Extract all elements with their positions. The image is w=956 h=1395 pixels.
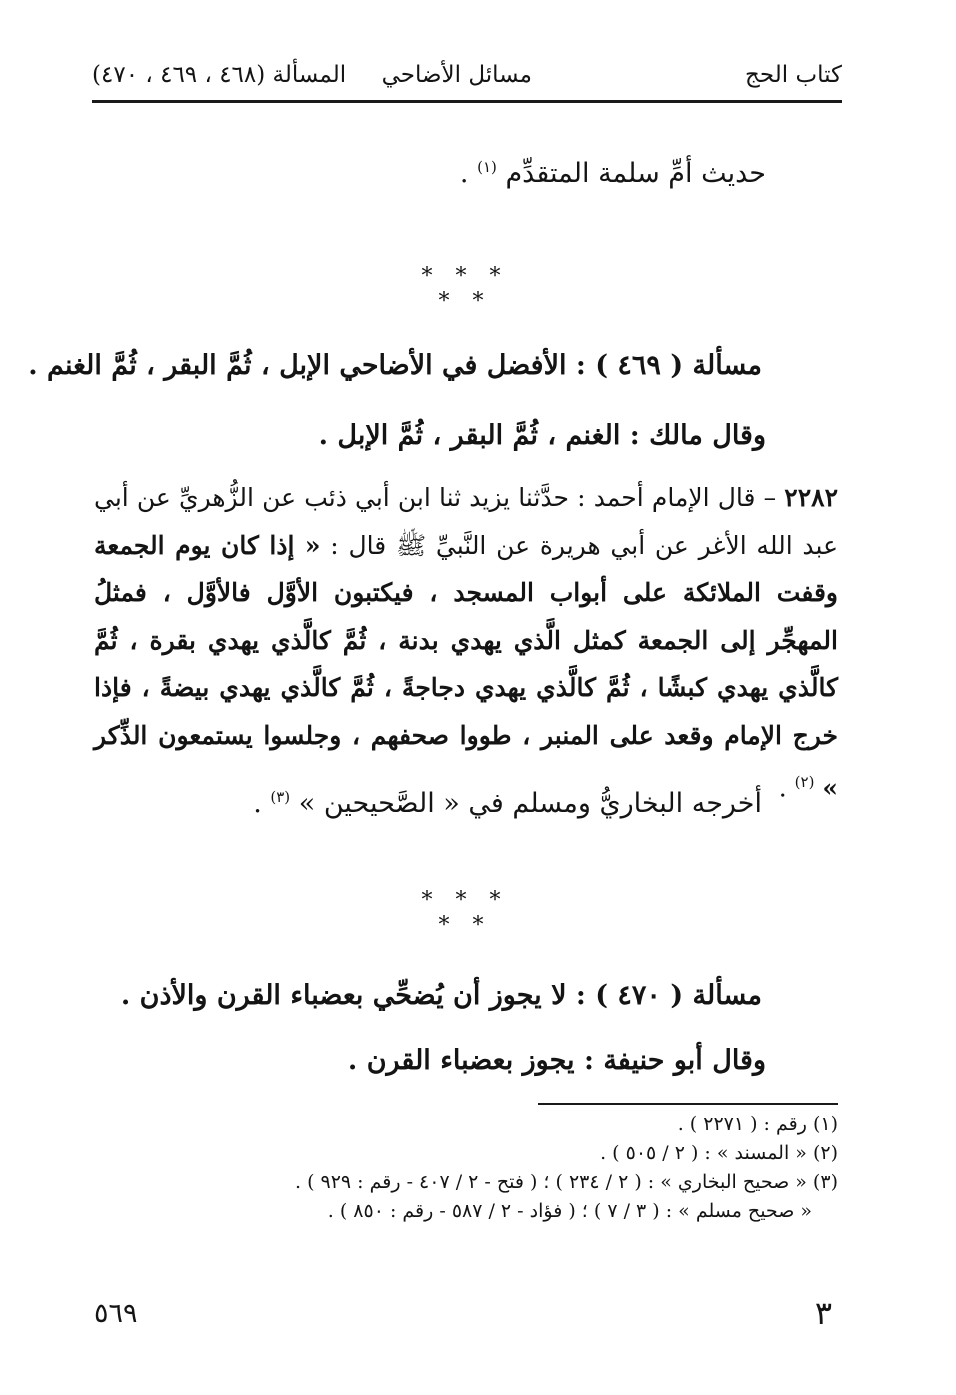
page-number: ٥٦٩ bbox=[94, 1298, 138, 1329]
section-separator-2: * * * * * bbox=[421, 888, 509, 938]
section-separator-1: * * * * * bbox=[421, 264, 509, 314]
footnote-3-continued: « صحيح مسلم » : ( ٣ / ٧ ) ؛ ( فؤاد - ٢ / ٥٨٧ - رقم : ٨٥٠ ) . bbox=[327, 1200, 812, 1222]
hadith-end: . bbox=[778, 773, 795, 803]
footnote-marker-3: (٣) bbox=[270, 788, 291, 806]
header-book-title: كتاب الحج bbox=[745, 62, 842, 88]
running-header bbox=[92, 52, 842, 98]
issue-470-statement: مسألة ( ٤٧٠ ) : لا يجوز أن يُضحِّي بعضباء القرن والأذن . bbox=[120, 980, 762, 1011]
intro-end: . bbox=[459, 158, 469, 189]
hadith-isnad: – قال الإمام أحمد : حدَّثنا يزيد ثنا ابن أبي ذئب عن الزُّهريِّ عن أبي عبد الله الأغر عن أبي هريرة عن النَّبيِّ ﷺ قال : bbox=[94, 483, 838, 560]
intro-text: حديث أمِّ سلمة المتقدِّم bbox=[505, 158, 766, 189]
issue-470-abu-hanifa-opinion: وقال أبو حنيفة : يجوز بعضباء القرن . bbox=[347, 1045, 766, 1076]
footnotes bbox=[138, 1110, 838, 1226]
intro-line bbox=[460, 158, 766, 189]
issue-469-malik-opinion: وقال مالك : الغنم ، ثُمَّ البقر ، ثُمَّ الإبل . bbox=[318, 420, 766, 451]
issue-469-statement: مسألة ( ٤٦٩ ) : الأفضل في الأضاحي الإبل ، ثُمَّ البقر ، ثُمَّ الغنم . bbox=[28, 350, 762, 381]
hadith-number: ٢٢٨٢ bbox=[784, 483, 838, 512]
footnote-3: (٣) « صحيح البخاري » : ( ٢ / ٢٣٤ ) ؛ ( فتح - ٢ / ٤٠٧ - رقم : ٩٢٩ ) . bbox=[294, 1171, 838, 1193]
footnote-rule bbox=[538, 1103, 838, 1105]
header-rule bbox=[92, 100, 842, 103]
hadith-2282-paragraph bbox=[94, 474, 838, 812]
takhrij-line bbox=[253, 788, 762, 819]
hadith-matn: « إذا كان يوم الجمعة وقفت الملائكة على أبواب المسجد ، فيكتبون الأوَّل فالأوَّل ، فمثلُ المهجِّر إلى الجمعة كمثل الَّذي يهدي بدنة ، ثُمَّ كالَّذي يهدي بقرة ، ثُمَّ كالَّذي يهدي كبشًا ، ثُمَّ كالَّذي يهدي دجاجةً ، ثُمَّ كالَّذي يهدي بيضةً ، فإذا خرج الإمام وقعد على المنبر ، طووا صحفهم ، وجلسوا يستمعون الذِّكر » bbox=[94, 530, 838, 803]
takhrij-end: . bbox=[253, 788, 262, 819]
takhrij-text: أخرجه البخاريُّ ومسلم في « الصَّحيحين » bbox=[298, 788, 762, 819]
header-chapter-title: مسائل الأضاحي bbox=[381, 62, 532, 88]
footnote-1: (١) رقم : ( ٢٢٧١ ) . bbox=[677, 1113, 838, 1135]
footnote-marker-1: (١) bbox=[477, 158, 497, 176]
header-issue-numbers: المسألة (٤٦٨ ، ٤٦٩ ، ٤٧٠) bbox=[92, 62, 347, 88]
footnote-marker-2: (٢) bbox=[794, 773, 815, 791]
footnote-2: (٢) « المسند » : ( ٢ / ٥٠٥ ) . bbox=[600, 1142, 838, 1164]
volume-number: ٣ bbox=[814, 1294, 832, 1332]
